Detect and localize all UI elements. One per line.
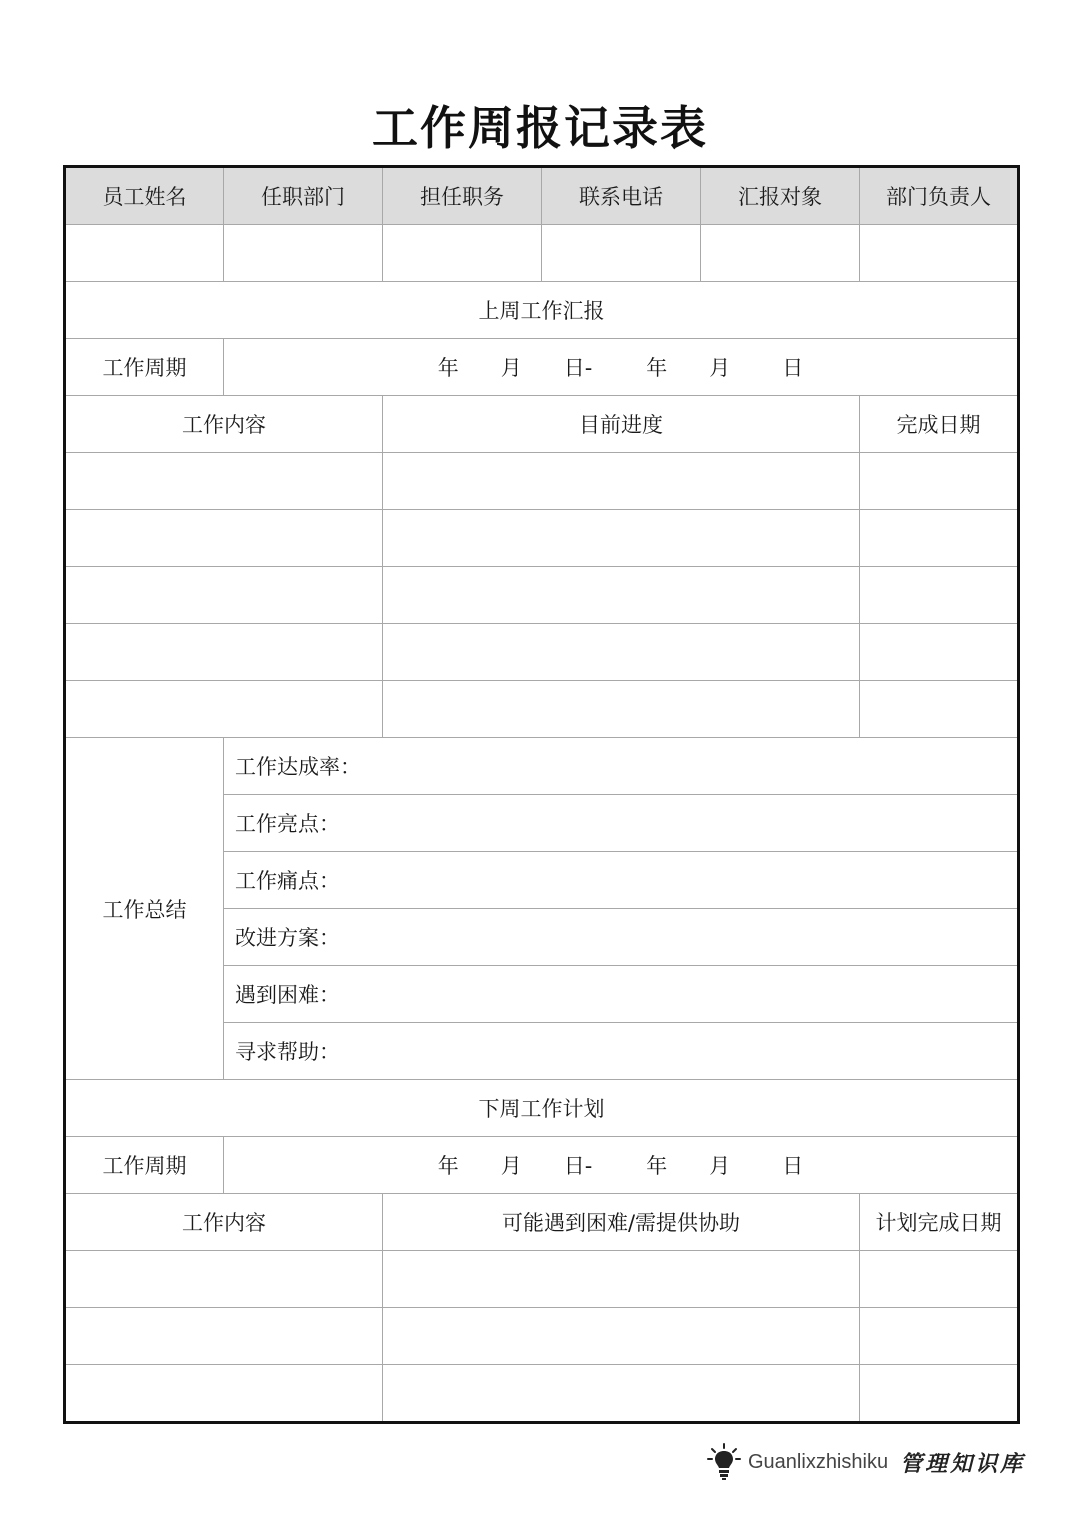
header-report-to: 汇报对象 xyxy=(701,167,860,225)
header-department: 任职部门 xyxy=(224,167,383,225)
table-row xyxy=(65,1251,1019,1308)
planned-date-cell[interactable] xyxy=(860,1365,1019,1423)
next-week-section-row xyxy=(65,1080,1019,1137)
work-content-cell[interactable] xyxy=(65,624,383,681)
col-completion-date: 完成日期 xyxy=(860,396,1019,453)
header-position: 担任职务 xyxy=(383,167,542,225)
date-day-end: 日 xyxy=(782,356,804,380)
last-week-section-title: 上周工作汇报 xyxy=(65,282,1019,339)
date-month-end: 月 xyxy=(709,356,731,380)
last-week-period-row xyxy=(65,339,1019,396)
table-row xyxy=(65,1365,1019,1423)
table-row xyxy=(65,624,1019,681)
date-day-start: 日- xyxy=(563,1154,593,1178)
summary-pain-points[interactable]: 工作痛点： xyxy=(224,852,1019,909)
completion-date-cell[interactable] xyxy=(860,681,1019,738)
completion-date-cell[interactable] xyxy=(860,453,1019,510)
header-row xyxy=(65,167,1019,225)
summary-highlights[interactable]: 工作亮点： xyxy=(224,795,1019,852)
dept-head-field[interactable] xyxy=(860,225,1019,282)
col-difficulty-help: 可能遇到困难/需提供协助 xyxy=(383,1194,860,1251)
header-phone: 联系电话 xyxy=(542,167,701,225)
header-employee-name: 员工姓名 xyxy=(65,167,224,225)
footer-brand xyxy=(706,1440,1025,1484)
next-week-columns-row xyxy=(65,1194,1019,1251)
progress-cell[interactable] xyxy=(383,681,860,738)
page-title: 工作周报记录表 xyxy=(372,101,708,155)
difficulty-help-cell[interactable] xyxy=(383,1365,860,1423)
completion-date-cell[interactable] xyxy=(860,510,1019,567)
progress-cell[interactable] xyxy=(383,624,860,681)
col-work-content: 工作内容 xyxy=(65,1194,383,1251)
next-week-period-row xyxy=(65,1137,1019,1194)
table-row xyxy=(65,453,1019,510)
col-current-progress: 目前进度 xyxy=(383,396,860,453)
table-row xyxy=(65,510,1019,567)
planned-date-cell[interactable] xyxy=(860,1251,1019,1308)
summary-row xyxy=(65,738,1019,795)
brand-chinese: 管理知识库 xyxy=(900,1450,1026,1477)
brand-english: Guanlixzhishiku xyxy=(748,1450,889,1473)
last-week-period-label: 工作周期 xyxy=(65,339,224,396)
col-planned-completion-date: 计划完成日期 xyxy=(860,1194,1019,1251)
col-work-content: 工作内容 xyxy=(65,396,383,453)
difficulty-help-cell[interactable] xyxy=(383,1251,860,1308)
work-content-cell[interactable] xyxy=(65,1308,383,1365)
report-to-field[interactable] xyxy=(701,225,860,282)
progress-cell[interactable] xyxy=(383,453,860,510)
completion-date-cell[interactable] xyxy=(860,567,1019,624)
completion-date-cell[interactable] xyxy=(860,624,1019,681)
work-content-cell[interactable] xyxy=(65,510,383,567)
date-year-end: 年 xyxy=(646,1154,668,1178)
table-row xyxy=(65,681,1019,738)
last-week-period-date[interactable] xyxy=(224,339,1019,396)
date-day-end: 日 xyxy=(782,1154,804,1178)
summary-achievement-rate[interactable]: 工作达成率： xyxy=(224,738,1019,795)
employee-info-row xyxy=(65,225,1019,282)
phone-field[interactable] xyxy=(542,225,701,282)
lightbulb-icon xyxy=(706,1442,742,1482)
next-week-period-date[interactable] xyxy=(224,1137,1019,1194)
summary-label: 工作总结 xyxy=(65,738,224,1080)
summary-help-needed[interactable]: 寻求帮助： xyxy=(224,1023,1019,1080)
header-dept-head: 部门负责人 xyxy=(860,167,1019,225)
next-week-section-title: 下周工作计划 xyxy=(65,1080,1019,1137)
work-content-cell[interactable] xyxy=(65,567,383,624)
work-content-cell[interactable] xyxy=(65,453,383,510)
progress-cell[interactable] xyxy=(383,567,860,624)
planned-date-cell[interactable] xyxy=(860,1308,1019,1365)
table-row xyxy=(65,567,1019,624)
last-week-columns-row xyxy=(65,396,1019,453)
date-year-end: 年 xyxy=(646,356,668,380)
date-year-start: 年 xyxy=(437,1154,459,1178)
employee-name-field[interactable] xyxy=(65,225,224,282)
date-month-start: 月 xyxy=(500,356,522,380)
difficulty-help-cell[interactable] xyxy=(383,1308,860,1365)
work-content-cell[interactable] xyxy=(65,1365,383,1423)
work-content-cell[interactable] xyxy=(65,1251,383,1308)
progress-cell[interactable] xyxy=(383,510,860,567)
next-week-period-label: 工作周期 xyxy=(65,1137,224,1194)
position-field[interactable] xyxy=(383,225,542,282)
date-day-start: 日- xyxy=(563,356,593,380)
work-content-cell[interactable] xyxy=(65,681,383,738)
department-field[interactable] xyxy=(224,225,383,282)
summary-improvement-plan[interactable]: 改进方案： xyxy=(224,909,1019,966)
weekly-report-table xyxy=(63,165,1020,1424)
date-month-start: 月 xyxy=(500,1154,522,1178)
summary-difficulties[interactable]: 遇到困难： xyxy=(224,966,1019,1023)
date-month-end: 月 xyxy=(709,1154,731,1178)
last-week-section-row xyxy=(65,282,1019,339)
date-year-start: 年 xyxy=(437,356,459,380)
table-row xyxy=(65,1308,1019,1365)
